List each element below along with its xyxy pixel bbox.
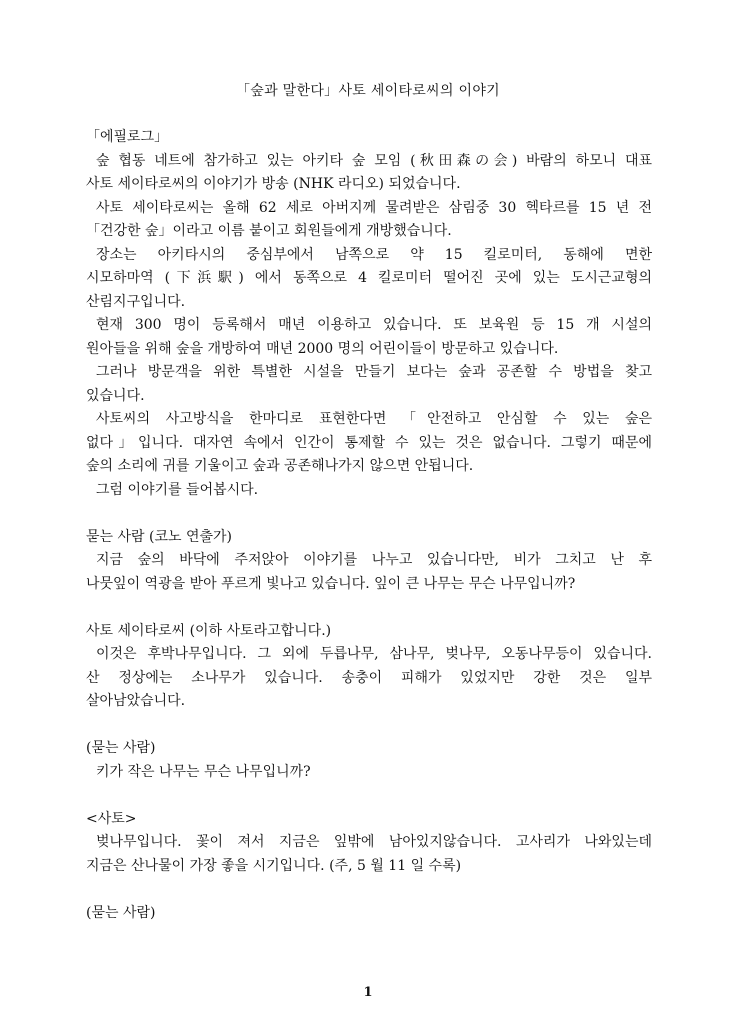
page-number: 1	[363, 985, 373, 1000]
text-line: 「건강한 숲」이라고 이름 붙이고 회원들에게 개방했습니다.	[86, 223, 452, 239]
text-line: (묻는 사람)	[86, 740, 156, 756]
text-line: <사토>	[86, 810, 137, 827]
blank-line	[86, 878, 652, 902]
text-line: 사토씨의 사고방식을 한마디로 표현한다면 「안전하고 안심할 수 있는 숲은	[96, 411, 652, 427]
text-line: 사토 세이타로씨는 올해 62 세로 아버지께 물려받은 삼림중 30 헥타르를 15 년 전	[96, 199, 652, 216]
document-title: 「숲과 말한다」사토 세이타로씨의 이야기	[235, 83, 501, 99]
text-line: 그러나 방문객을 위한 특별한 시설을 만들기 보다는 숲과 공존할 수 방법을 찾고	[96, 364, 652, 380]
text-line: 사토 세이타로씨 (이하 사토라고합니다.)	[86, 622, 332, 639]
text-line: 장소는 아키타시의 중심부에서 남쪽으로 약 15 킬로미터, 동해에 면한	[96, 246, 652, 263]
text-line: 지금은 산나물이 가장 좋을 시기입니다. (주, 5 월 11 일 수록)	[86, 857, 462, 874]
text-line: 산림지구입니다.	[86, 293, 186, 310]
text-line: 묻는 사람 (코노 연출가)	[86, 528, 232, 545]
blank-line	[86, 714, 652, 738]
text-line: 숲의 소리에 귀를 기울이고 숲과 공존해나가지 않으면 안됩니다.	[86, 458, 474, 474]
text-line: 살아남았습니다.	[86, 693, 186, 709]
text-line: 그럼 이야기를 들어봅시다.	[96, 481, 259, 498]
text-line: 원아들을 위해 숲을 개방하여 매년 2000 명의 어린이들이 방문하고 있습니다.	[86, 340, 559, 357]
text-line: 시모하마역 (下浜駅) 에서 동쪽으로 4 킬로미터 떨어진 곳에 있는 도시근교형의	[86, 270, 652, 286]
text-line: 키가 작은 나무는 무슨 나무입니까?	[96, 763, 311, 780]
text-line: 있습니다.	[86, 387, 145, 404]
blank-line	[86, 784, 652, 808]
text-line: 「에필로그」	[86, 129, 169, 145]
text-line: 벚나무입니다. 꽃이 져서 지금은 잎밖에 남아있지않습니다. 고사리가 나와있는데	[96, 834, 652, 850]
text-line: 사토 세이타로씨의 이야기가 방송 (NHK 라디오) 되었습니다.	[86, 176, 461, 192]
document-body	[86, 126, 652, 925]
blank-line	[86, 596, 652, 620]
text-line: (묻는 사람)	[86, 904, 156, 921]
text-line: 나뭇잎이 역광을 받아 푸르게 빛나고 있습니다. 잎이 큰 나무는 무슨 나무입니까?	[86, 575, 576, 592]
blank-line	[86, 502, 652, 526]
text-line: 이것은 후박나무입니다. 그 외에 두릅나무, 삼나무, 벚나무, 오동나무등이 있습니다.	[96, 646, 652, 662]
text-line: 없다」입니다. 대자연 속에서 인간이 통제할 수 있는 것은 없습니다. 그렇기 때문에	[86, 434, 652, 451]
text-line: 지금 숲의 바닥에 주저앉아 이야기를 나누고 있습니다만, 비가 그치고 난 후	[96, 552, 652, 568]
text-line: 산 정상에는 소나무가 있습니다. 송충이 피해가 있었지만 강한 것은 일부	[86, 669, 652, 686]
text-line: 현재 300 명이 등록해서 매년 이용하고 있습니다. 또 보육원 등 15 개 시설의	[96, 317, 652, 333]
text-line: 숲 협동 네트에 참가하고 있는 아키타 숲 모임 (秋田森の会) 바람의 하모니 대표	[96, 152, 652, 169]
